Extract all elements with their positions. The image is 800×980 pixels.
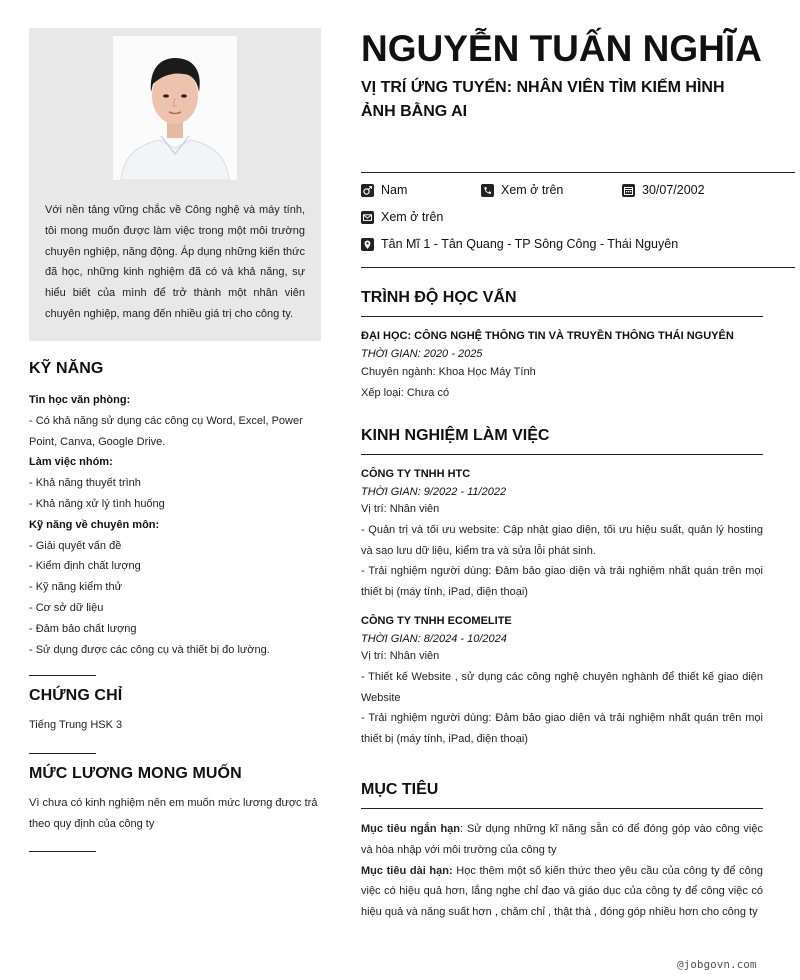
job-duty: - Quản trị và tối ưu website: Cập nhật giao diện, tối ưu hiệu suất, quản lý hosting và sao lưu dữ liệu, kiểm tra và sửa lỗi phát sinh.: [361, 523, 763, 557]
certificates-section: [29, 687, 323, 736]
education-section: [361, 289, 763, 404]
education-title: TRÌNH ĐỘ HỌC VẤN: [361, 289, 517, 306]
profile-photo: [113, 36, 237, 180]
gender-icon: [361, 184, 374, 197]
job-entry: [361, 468, 763, 603]
phone-value: Xem ở trên: [501, 183, 564, 197]
skill-item: - Khả năng thuyết trình: [29, 477, 141, 490]
watermark: @jobgovn.com: [677, 958, 757, 971]
skill-group-title: Tin học văn phòng:: [29, 394, 131, 406]
skills-section: [29, 360, 323, 660]
divider: [29, 753, 96, 754]
job-role: Vị trí: Nhân viên: [361, 649, 440, 662]
objective-title: MỤC TIÊU: [361, 781, 439, 798]
job-duty: - Thiết kế Website , sử dụng các công nghệ chuyên nghành để thiết kế giao diện Website: [361, 670, 763, 704]
education-major: Chuyên ngành: Khoa Học Máy Tính: [361, 366, 536, 378]
skill-group-title: Kỹ năng về chuyên môn:: [29, 518, 160, 531]
experience-section: [361, 427, 763, 750]
address-value: Tân Mĩ 1 - Tân Quang - TP Sông Công - Thái Nguyên: [381, 237, 679, 251]
objective-long-text: Học thêm một số kiến thức theo yêu cầu của công ty để công việc có hiệu quả hơn, lắng nghe chỉ đạo và giáo dục của công ty để công việc có hiệu quả và năng suất hơn , chăm chỉ , thật thà , đóng góp nhiều hơn cho công ty: [361, 864, 763, 919]
job-entry: [361, 615, 763, 750]
company-name: CÔNG TY TNHH HTC: [361, 468, 471, 480]
contact-dob: [622, 183, 705, 197]
certificate-item: Tiếng Trung HSK 3: [29, 719, 123, 731]
job-time: THỜI GIAN: 8/2024 - 10/2024: [361, 632, 507, 645]
school-name: ĐẠI HỌC: CÔNG NGHỆ THÔNG TIN VÀ TRUYỀN THÔNG THÁI NGUYÊN: [361, 330, 734, 342]
divider: [361, 808, 763, 809]
skill-item: - Đảm bảo chất lượng: [29, 622, 137, 635]
salary-text: Vì chưa có kinh nghiệm nên em muốn mức lương được trả theo quy định của công ty: [29, 797, 318, 830]
skill-item: - Kiểm định chất lượng: [29, 560, 141, 573]
objective-short: [361, 819, 763, 861]
divider: [361, 316, 763, 317]
calendar-icon: [622, 184, 635, 197]
summary-text: Với nền tảng vững chắc về Công nghệ và máy tính, tôi mong muốn được làm việc trong một môi trường chuyên nghiệp, năng động. Áp dụng những kiến thức đã học, những kinh nghiệm đã có và khả năng, sự hiểu biết của mình để trở thành một nhân viên chuyên nghiệp, mang đến nhiều giá trị cho công ty.: [45, 204, 305, 320]
company-name: CÔNG TY TNHH ECOMELITE: [361, 614, 512, 627]
divider: [361, 172, 795, 173]
location-icon: [361, 238, 374, 251]
divider: [29, 851, 96, 852]
skill-group-title: Làm việc nhóm:: [29, 456, 113, 469]
divider: [29, 675, 96, 676]
objective-long-label: Mục tiêu dài hạn:: [361, 864, 453, 877]
skill-item: - Sử dụng được các công cụ và thiết bị đo lường.: [29, 643, 270, 656]
job-position: VỊ TRÍ ỨNG TUYỂN: NHÂN VIÊN TÌM KIẾM HÌNH ẢNH BẰNG AI: [361, 79, 725, 120]
contact-phone: [481, 183, 563, 197]
job-role: Vị trí: Nhân viên: [361, 503, 440, 515]
contact-gender: [361, 183, 407, 197]
skill-item: - Cơ sở dữ liệu: [29, 601, 104, 614]
email-value: Xem ở trên: [381, 210, 444, 224]
education-rank: Xếp loại: Chưa có: [361, 386, 450, 399]
divider: [361, 454, 763, 455]
phone-icon: [481, 184, 494, 197]
email-icon: [361, 211, 374, 224]
contact-address: [361, 237, 678, 251]
objective-long: [361, 861, 763, 923]
candidate-name: NGUYỄN TUẤN NGHĨA: [361, 28, 762, 69]
skill-item: - Kỹ năng kiểm thử: [29, 581, 122, 594]
education-time: THỜI GIAN: 2020 - 2025: [361, 348, 483, 360]
job-duty: - Trải nghiệm người dùng: Đảm bảo giao diện và trải nghiệm nhất quán trên mọi thiết bị (máy tính, iPad, điện thoại): [361, 712, 763, 746]
contact-email: [361, 210, 443, 224]
divider: [361, 267, 795, 268]
salary-title: MỨC LƯƠNG MONG MUỐN: [29, 765, 242, 782]
job-time: THỜI GIAN: 9/2022 - 11/2022: [361, 486, 507, 498]
experience-title: KINH NGHIỆM LÀM VIỆC: [361, 427, 550, 444]
dob-value: 30/07/2002: [642, 183, 705, 197]
objective-short-text: : Sử dụng những kĩ năng sẵn có để đóng góp vào công việc và hòa nhập với môi trường của công ty: [361, 823, 763, 856]
skill-item: - Khả năng xử lý tình huống: [29, 497, 165, 510]
skills-title: KỸ NĂNG: [29, 360, 104, 377]
certificates-title: CHỨNG CHỈ: [29, 687, 123, 704]
objective-short-label: Mục tiêu ngắn hạn: [361, 823, 461, 835]
skill-item: - Giải quyết vấn đề: [29, 539, 122, 552]
objective-section: [361, 781, 763, 923]
profile-panel: [29, 28, 321, 341]
skill-item: - Có khả năng sử dụng các công cụ Word, Excel, Power Point, Canva, Google Drive.: [29, 414, 303, 448]
gender-value: Nam: [381, 183, 408, 197]
salary-section: [29, 765, 323, 835]
job-duty: - Trải nghiệm người dùng: Đảm bảo giao diện và trải nghiệm nhất quán trên mọi thiết bị (máy tính, iPad, điện thoại): [361, 565, 763, 599]
